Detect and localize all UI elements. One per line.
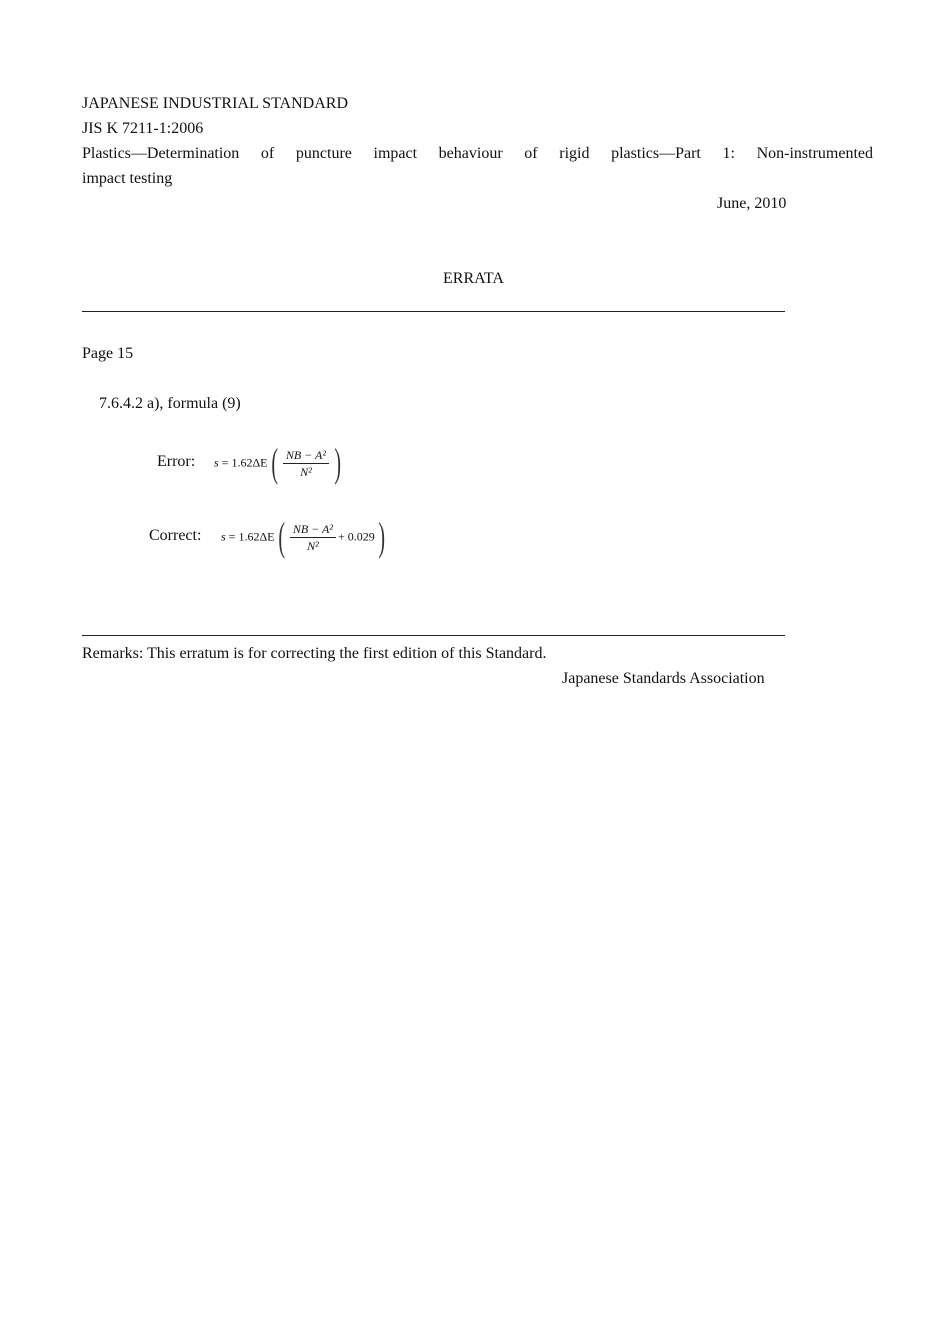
issuer: Japanese Standards Association (562, 670, 765, 687)
right-paren-icon: ) (378, 514, 385, 559)
error-formula-prefix: = 1.62ΔE (218, 455, 268, 470)
error-label: Error: (157, 453, 196, 470)
error-numerator: NB − A² (283, 448, 329, 464)
left-paren-icon: ( (277, 514, 285, 559)
standard-title-line2: impact testing (82, 170, 173, 187)
correct-label: Correct: (149, 527, 202, 544)
error-formula (214, 440, 344, 489)
correct-formula-lhs: s (221, 529, 226, 544)
correct-formula (221, 514, 388, 563)
page-reference: Page 15 (82, 345, 134, 362)
top-divider (82, 311, 785, 312)
standard-title-line1: Plastics—Determination of puncture impact behaviour of rigid plastics—Part 1: Non-instrumented (82, 145, 873, 162)
left-paren-icon: ( (270, 440, 278, 485)
correct-addend: + 0.029 (337, 529, 375, 544)
standard-number: JIS K 7211-1:2006 (82, 120, 204, 137)
right-paren-icon: ) (334, 440, 341, 485)
error-denominator: N² (300, 464, 312, 479)
remarks: Remarks: This erratum is for correcting the first edition of this Standard. (82, 645, 547, 662)
correct-formula-prefix: = 1.62ΔE (225, 529, 275, 544)
error-fraction (283, 448, 329, 479)
correct-numerator: NB − A² (290, 522, 336, 538)
standard-category: JAPANESE INDUSTRIAL STANDARD (82, 95, 348, 112)
errata-title: ERRATA (443, 270, 504, 287)
issue-date: June, 2010 (717, 195, 787, 212)
correct-fraction (290, 522, 336, 553)
clause-reference: 7.6.4.2 a), formula (9) (99, 395, 241, 412)
correct-denominator: N² (307, 538, 319, 553)
bottom-divider (82, 635, 785, 636)
error-formula-lhs: s (214, 455, 219, 470)
